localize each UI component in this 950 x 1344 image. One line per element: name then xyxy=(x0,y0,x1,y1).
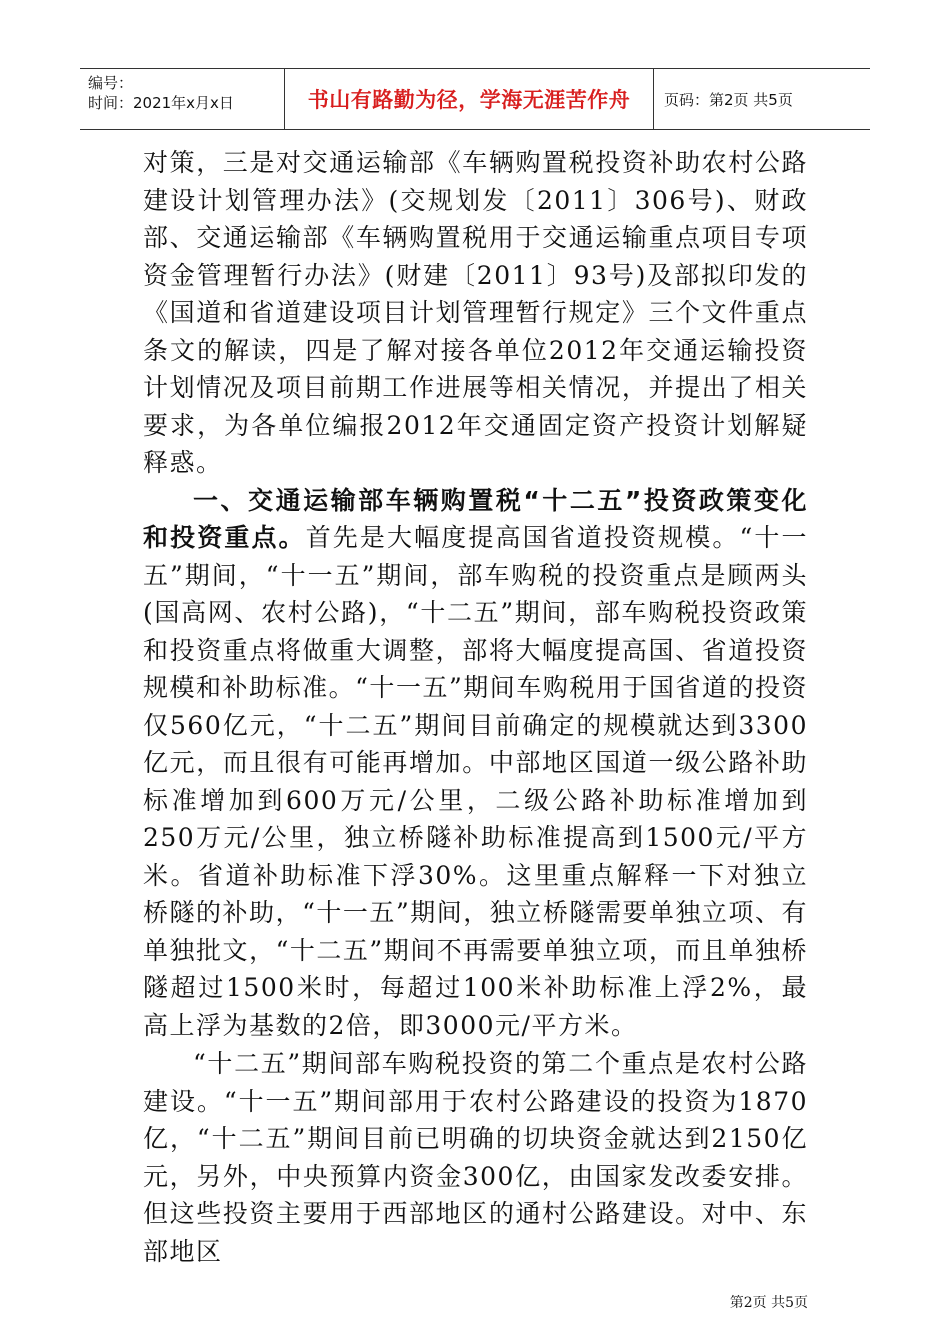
document-number-label: 编号： xyxy=(88,74,134,92)
header-page-number: 页码：第2页 共5页 xyxy=(664,90,793,109)
page-footer: 第2页 共5页 xyxy=(729,1295,808,1311)
paragraph-2-text: 首先是大幅度提高国省道投资规模。“十一五”期间，“十一五”期间，部车购税的投资重点是顾两头(国高网、农村公路)，“十二五”期间，部车购税投资政策和投资重点将做重大调整，部将大幅度提高国、省道投资规模和补助标准。“十一五”期间车购税用于国省道的投资仅560亿元，“十二五”期间目前确定的规模就达到3300亿元，而且很有可能再增加。中部地区国道一级公路补助标准增加到600万元/公里，二级公路补助标准增加到250万元/公里，独立桥隧补助标准提高到1500元/平方米。省道补助标准下浮30%。这里重点解释一下对独立桥隧的补助，“十一五”期间，独立桥隧需要单独立项、有单独批文，“十二五”期间不再需要单独立项，而且单独桥隧超过1500米时，每超过100米补助标准上浮2%，最高上浮为基数的2倍，即3000元/平方米。 xyxy=(143,523,808,1040)
page-header xyxy=(80,68,870,130)
header-meta xyxy=(80,69,284,129)
paragraph-3: “十二五”期间部车购税投资的第二个重点是农村公路建设。“十一五”期间部用于农村公路建设的投资为1870亿，“十二五”期间目前已明确的切块资金就达到2150亿元，另外，中央预算内资金300亿，由国家发改委安排。但这些投资主要用于西部地区的通村公路建设。对中、东部地区 xyxy=(143,1049,808,1266)
paragraph-2 xyxy=(143,482,808,1045)
section-heading: 一、交通运输部车辆购置税“十二五”投资政策变化和投资重点。 xyxy=(143,485,808,552)
header-motto: 书山有路勤为径，学海无涯苦作舟 xyxy=(284,69,654,129)
document-date-label: 时间：2021年x月x日 xyxy=(88,94,234,112)
document-body xyxy=(143,144,808,1270)
paragraph-1: 对策，三是对交通运输部《车辆购置税投资补助农村公路建设计划管理办法》(交规划发〔2011〕306号)、财政部、交通运输部《车辆购置税用于交通运输重点项目专项资金管理暂行办法》(财建〔2011〕93号)及部拟印发的《国道和省道建设项目计划管理暂行规定》三个文件重点条文的解读，四是了解对接各单位2012年交通运输投资计划情况及项目前期工作进展等相关情况，并提出了相关要求，为各单位编报2012年交通固定资产投资计划解疑释惑。 xyxy=(143,148,808,477)
